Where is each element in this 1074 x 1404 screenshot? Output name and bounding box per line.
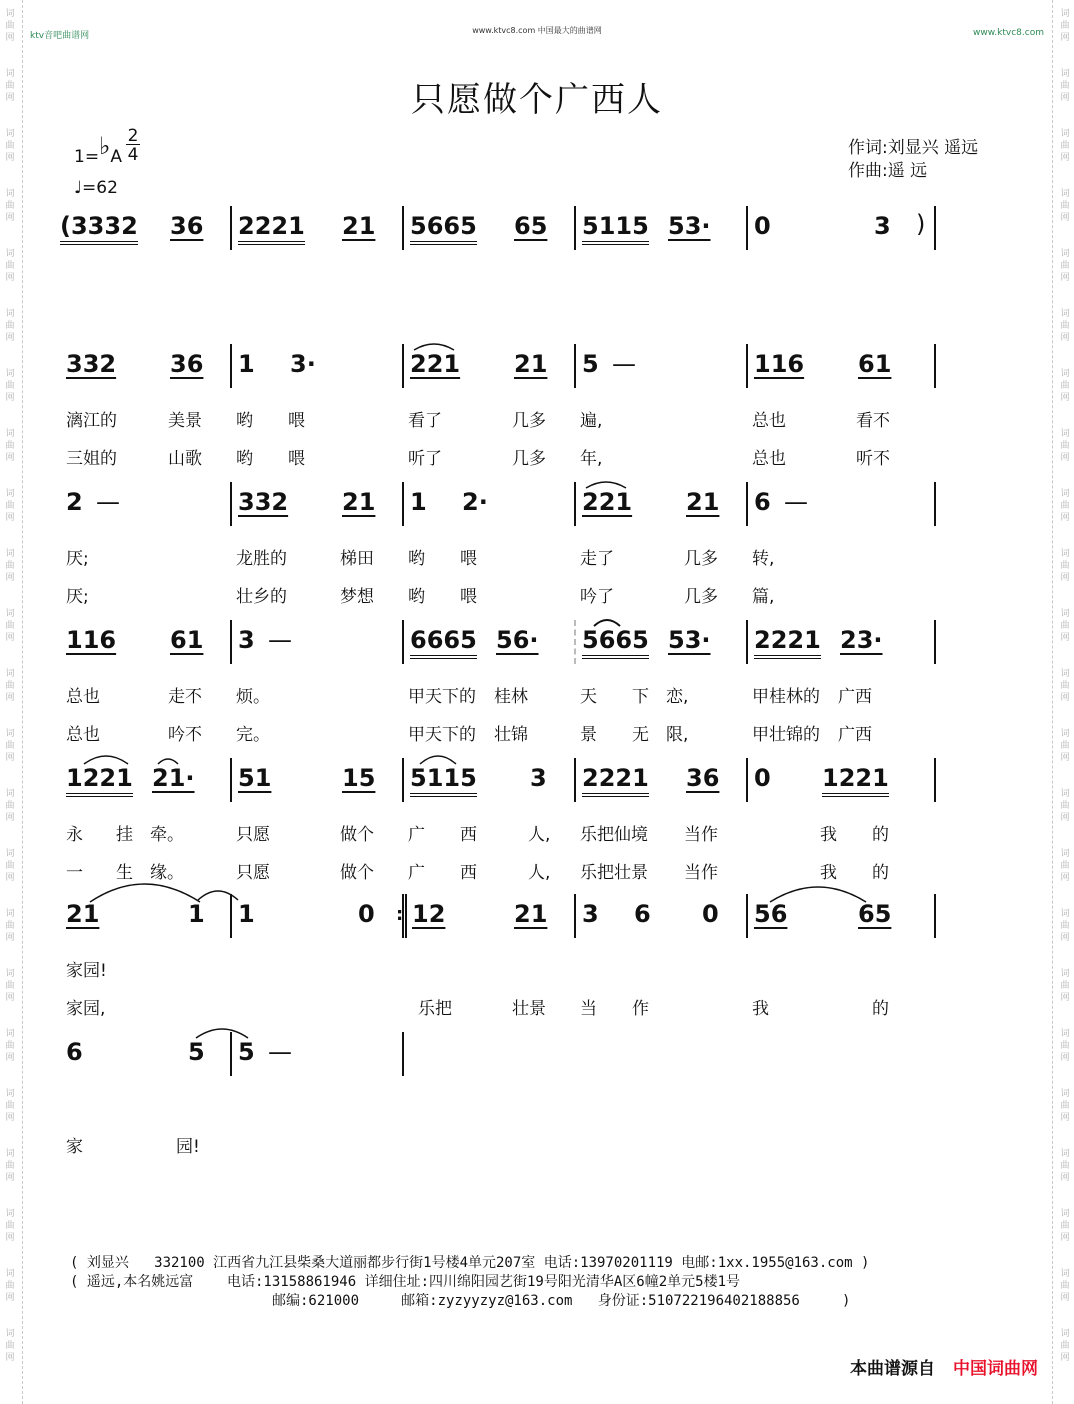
lyric: 吟了 [580,587,614,607]
source-site-link[interactable]: 中国词曲网 [953,1359,1038,1379]
lyric: 我 [820,863,837,883]
note-group: 36 [170,212,204,240]
note-group: 21 [342,488,376,516]
note-dash: — [612,350,636,378]
note-group: 0 [754,212,771,240]
note-group: 3 [238,626,255,654]
lyric: 桂林 [494,687,528,707]
lyric: 我 [820,825,837,845]
note-group: 3· [290,350,316,378]
note-group: 12 [412,900,446,928]
time-signature-top: 2 [127,126,139,146]
lyric: 人, [528,825,551,845]
note-group: 0 [358,900,375,928]
lyric: 龙胜的 [236,549,287,569]
slur [584,478,628,490]
note-group: 5 [582,350,599,378]
note-group: 65 [514,212,548,240]
lyric: 喂 [288,449,305,469]
lyric: 看不 [856,411,890,431]
lyric: 做个 [340,863,374,883]
bar-line [574,206,576,250]
lyric: 甲天下的 [408,687,476,707]
bar-line [934,344,936,388]
lyric: 走不 [168,687,202,707]
right-margin-line [1052,0,1053,1404]
note-group: 1221 [822,764,889,797]
note-group: 3 [582,900,599,928]
note-group: 1221 [66,764,133,797]
ornament-mark [592,616,622,628]
lyric: 乐把仙境 [580,825,648,845]
note-group: 221 [410,350,461,378]
lyric: 哟 [408,587,425,607]
tie [196,886,240,902]
lyric: 恋, [666,687,689,707]
note-group: 332 [238,488,289,516]
lyric: 遍, [580,411,603,431]
lyric: 完。 [236,725,270,745]
footer-line-2: ( 遥远,本名姚远富 电话:13158861946 详细住址:四川绵阳园艺街19号阳光清华A区6幢2单元5楼1号 [70,1274,741,1290]
lyric: 挂 [116,825,133,845]
lyric: 永 [66,825,83,845]
note-group: 6 [754,488,771,516]
note-group: 1 [238,900,255,928]
lyric: 甲桂林的 [752,687,820,707]
note-group: 3 [530,764,547,792]
footer-line-1: ( 刘显兴 332100 江西省九江县柴桑大道丽都步行街1号楼4单元207室 电话:13970201119 电邮:1xx.1955@163.com ) [70,1255,870,1271]
lyric: 甲壮锦的 [752,725,820,745]
note-group: 6 [634,900,651,928]
note-dash: — [268,626,292,654]
lyric: 广 [408,863,425,883]
bar-line [230,344,232,388]
note-group: 5665 [410,212,477,245]
bar-line [230,620,232,664]
time-signature-bottom: 4 [127,145,139,165]
lyric: 厌; [66,549,89,569]
ornament-mark [82,752,130,766]
note-group: 1 [238,350,255,378]
lyric: 喂 [460,549,477,569]
song-title: 只愿做个广西人 [411,80,663,120]
lyric: 的 [872,825,889,845]
lyric: 限, [666,725,689,745]
bar-line [402,206,404,250]
note-group: 36 [170,350,204,378]
note-dash: — [784,488,808,516]
right-margin-watermark: 词 曲 网 词 曲 网 词 曲 网 词 曲 网 词 曲 网 词 曲 网 词 曲 网 词 曲 网 词 曲 网 词 曲 网 词 曲 网 词 曲 网 词 曲 网 词 曲 网 词 曲 网 词 曲 网 词 曲 网 词 曲 网 词 曲 网 词 曲 网 词 曲 网 词 曲 网 词 曲 网 [1060,9,1070,1363]
bar-line [934,482,936,526]
lyric: 壮锦 [494,725,528,745]
repeat-close-paren: ) [916,210,926,238]
key-signature [74,126,139,168]
lyric: 几多 [512,449,546,469]
lyric: 家园, [66,999,106,1019]
footer-line-3: 邮编:621000 邮箱:zyzyyzyz@163.com 身份证:510722196402188856 ) [272,1293,851,1309]
lyric: 总也 [66,725,100,745]
lyric: 甲天下的 [408,725,476,745]
note-group: 65 [858,900,892,928]
lyric: 总也 [66,687,100,707]
left-margin-line [22,0,23,1404]
lyric: 广 [408,825,425,845]
note-group: 21 [66,900,100,928]
lyric: 听不 [856,449,890,469]
lyric: 只愿 [236,863,270,883]
lyric: 梯田 [340,549,374,569]
note-group: 5 [188,1038,205,1066]
lyric: 作 [632,999,649,1019]
note-group: 21 [342,212,376,240]
note-dash: — [268,1038,292,1066]
note-group: (3332 [60,212,138,245]
note-group: 21· [152,764,195,792]
lyric: 天 [580,687,597,707]
bar-line [574,620,576,664]
left-margin-watermark: 词 曲 网 词 曲 网 词 曲 网 词 曲 网 词 曲 网 词 曲 网 词 曲 网 词 曲 网 词 曲 网 词 曲 网 词 曲 网 词 曲 网 词 曲 网 词 曲 网 词 曲 网 词 曲 网 词 曲 网 词 曲 网 词 曲 网 词 曲 网 词 曲 网 词 曲 网 词 曲 网 [5,9,15,1363]
header-left-link[interactable]: ktv音吧曲谱网 [30,31,90,41]
lyric: 牵。 [150,825,184,845]
key-letter: A [110,147,123,167]
lyric: 生 [116,863,133,883]
bar-line [574,758,576,802]
bar-line [746,482,748,526]
lyric: 看了 [408,411,442,431]
lyric: 西 [460,825,477,845]
slur [412,340,456,352]
note-group: 53· [668,212,711,240]
note-group: 116 [754,350,805,378]
note-group: 21 [686,488,720,516]
lyricist-credit: 作词:刘显兴 遥远 [848,138,979,158]
bar-line [574,482,576,526]
bar-line [746,206,748,250]
lyric: 哟 [236,411,253,431]
lyric: 几多 [684,587,718,607]
lyric: 美景 [168,411,202,431]
lyric: 篇, [752,587,775,607]
lyric: 园! [176,1137,200,1157]
bar-line [934,206,936,250]
header-center-text: www.ktvc8.com 中国最大的曲谱网 [472,26,602,35]
bar-line [402,482,404,526]
note-group: 1 [410,488,427,516]
note-group: 2221 [238,212,305,245]
note-group: 116 [66,626,117,654]
note-group: 61 [858,350,892,378]
lyric: 喂 [460,587,477,607]
bar-line [746,758,748,802]
source-credit [850,1354,1038,1379]
bar-line [402,758,404,802]
composer-credit: 作曲:遥 远 [848,161,928,181]
lyric: 总也 [752,411,786,431]
lyric: 山歌 [168,449,202,469]
note-group: 23· [840,626,883,654]
repeat-sign: : [396,904,404,925]
repeat-bar-line [402,894,407,938]
lyric: 听了 [408,449,442,469]
lyric: 当作 [684,825,718,845]
bar-line [746,620,748,664]
note-group: 53· [668,626,711,654]
bar-line [230,482,232,526]
note-group: 0 [702,900,719,928]
lyric: 哟 [236,449,253,469]
note-group: 51 [238,764,272,792]
bar-line [402,1032,404,1076]
lyric: 烦。 [236,687,270,707]
key-prefix: 1= [74,147,100,167]
header-right-link[interactable]: www.ktvc8.com [973,28,1044,38]
lyric: 乐把 [418,999,452,1019]
bar-line [934,620,936,664]
note-group: 5115 [410,764,477,797]
lyric: 总也 [752,449,786,469]
note-group: 0 [754,764,771,792]
lyric: 无 [632,725,649,745]
lyric: 的 [872,999,889,1019]
note-group: 21 [514,900,548,928]
note-group: 3 [874,212,891,240]
bar-line [574,344,576,388]
note-group: 5 [238,1038,255,1066]
bar-line [934,758,936,802]
lyric: 做个 [340,825,374,845]
lyric: 几多 [684,549,718,569]
tie [194,1024,250,1040]
note-group: 2· [462,488,488,516]
lyric: 厌; [66,587,89,607]
lyric: 三姐的 [66,449,117,469]
lyric: 喂 [288,411,305,431]
lyric: 缘。 [150,863,184,883]
lyric: 漓江的 [66,411,117,431]
bar-line [402,344,404,388]
note-group: 36 [686,764,720,792]
source-prefix: 本曲谱源自 [850,1359,935,1379]
note-dash: — [96,488,120,516]
bar-line [746,894,748,938]
note-group: 2 [66,488,83,516]
lyric: 走了 [580,549,614,569]
lyric: 几多 [512,411,546,431]
lyric: 下 [632,687,649,707]
lyric: 梦想 [340,587,374,607]
bar-line [230,206,232,250]
lyric: 年, [580,449,603,469]
lyric: 转, [752,549,775,569]
note-group: 2221 [582,764,649,797]
slur [768,882,868,904]
note-group: 2221 [754,626,821,659]
note-group: 6 [66,1038,83,1066]
lyric: 的 [872,863,889,883]
lyric: 壮景 [512,999,546,1019]
note-group: 1 [188,900,205,928]
lyric: 一 [66,863,83,883]
ornament-mark [418,752,458,766]
lyric: 家 [66,1137,83,1157]
lyric: 壮乡的 [236,587,287,607]
lyric: 我 [752,999,769,1019]
lyric: 哟 [408,549,425,569]
note-group: 15 [342,764,376,792]
note-group: 5115 [582,212,649,245]
lyric: 景 [580,725,597,745]
note-group: 56· [496,626,539,654]
note-group: 332 [66,350,117,378]
bar-line [934,894,936,938]
bar-line [746,344,748,388]
note-group: 5665 [582,626,649,659]
note-group: 221 [582,488,633,516]
lyric: 家园! [66,961,107,981]
lyric: 广西 [838,725,872,745]
bar-line [574,894,576,938]
note-group: 21 [514,350,548,378]
lyric: 西 [460,863,477,883]
slur [88,878,202,904]
lyric: 乐把壮景 [580,863,648,883]
slur [156,754,180,766]
bar-line [230,758,232,802]
lyric: 只愿 [236,825,270,845]
tempo-marking: ♩=62 [74,178,118,198]
lyric: 人, [528,863,551,883]
note-group: 6665 [410,626,477,659]
flat-icon: ♭ [99,132,111,160]
lyric: 当作 [684,863,718,883]
bar-line [402,620,404,664]
note-group: 56 [754,900,788,928]
note-group: 61 [170,626,204,654]
lyric: 广西 [838,687,872,707]
lyric: 吟不 [168,725,202,745]
lyric: 当 [580,999,597,1019]
